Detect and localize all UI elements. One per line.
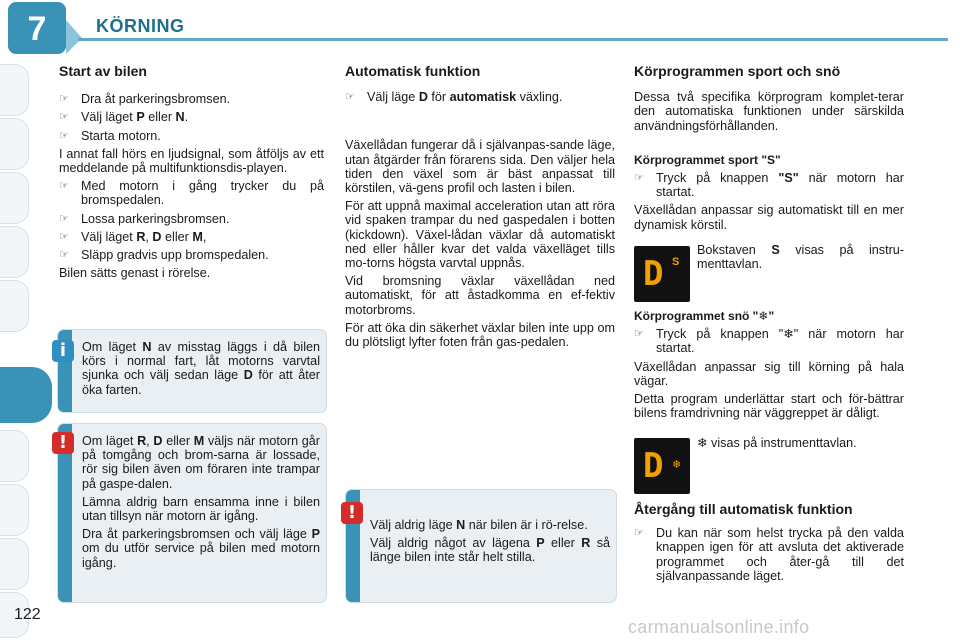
header-rule bbox=[78, 38, 948, 41]
sport-caption: Bokstaven S visas på instru-menttavlan. bbox=[697, 243, 904, 272]
watermark: carmanualsonline.info bbox=[628, 617, 810, 637]
paragraph: Välj aldrig läge N när bilen är i rö-relse. bbox=[370, 518, 588, 532]
section-heading: Start av bilen bbox=[59, 63, 147, 79]
section-heading: Körprogrammen sport och snö bbox=[634, 63, 841, 79]
chapter-number: 7 bbox=[27, 10, 47, 48]
warning-icon: ! bbox=[341, 502, 363, 524]
subheading-sport: Körprogrammet sport "S" bbox=[634, 152, 781, 167]
column-automatic bbox=[345, 64, 615, 353]
column-snow bbox=[634, 309, 904, 424]
paragraph: För att öka din säkerhet växlar bilen inte upp om du plötsligt lyfter foten från gas-pedalen. bbox=[345, 320, 615, 350]
list-item: ☞ Starta motorn. bbox=[59, 129, 324, 143]
paragraph: Om läget R, D eller M väljs när motorn går på tomgång och brom-sarna är lossade, rör sig bilen även om föraren inte trampar på gaspe-dalen. bbox=[82, 434, 321, 491]
paragraph: Växellådan anpassar sig till körning på hala vägar. bbox=[634, 359, 904, 388]
paragraph: Lämna aldrig barn ensamma inne i bilen utan tillsyn när motorn är igång. bbox=[82, 494, 320, 524]
paragraph: Dra åt parkeringsbromsen och välj läge P om du utför service på bilen med motorn igång. bbox=[82, 527, 320, 570]
side-tab bbox=[0, 118, 29, 170]
paragraph: Bilen sätts genast i rörelse. bbox=[59, 266, 211, 281]
paragraph: Detta program underlättar start och för-bättrar bilens framdrivning när väggreppet är dåligt. bbox=[634, 392, 904, 421]
info-note bbox=[58, 330, 326, 412]
snowflake-icon: ❄ bbox=[783, 326, 794, 342]
paragraph: Dessa två specifika körprogram komplet-terar den automatiska funktionen under särskilda användningsförhållanden. bbox=[634, 90, 904, 133]
snowflake-icon: ❄ bbox=[672, 458, 682, 471]
chapter-title: KÖRNING bbox=[96, 16, 185, 36]
list-item: ☞ Tryck på knappen "S" när motorn har startat. bbox=[634, 171, 904, 199]
paragraph: Växellådan anpassar sig automatiskt till en mer dynamisk körstil. bbox=[634, 203, 904, 232]
list-item: ☞ Tryck på knappen "❄" när motorn har startat. bbox=[634, 327, 904, 355]
gear-letter: D bbox=[643, 254, 664, 294]
snowflake-icon: ❄ bbox=[758, 309, 769, 323]
info-icon: i bbox=[52, 340, 74, 362]
list-item: ☞ Med motorn i gång trycker du på bromspedalen. bbox=[59, 179, 324, 207]
column-programs bbox=[634, 64, 904, 236]
section-heading: Återgång till automatisk funktion bbox=[634, 501, 853, 517]
side-tab bbox=[0, 172, 29, 224]
page-number: 122 bbox=[14, 606, 41, 623]
side-tab bbox=[0, 430, 29, 482]
side-tab bbox=[0, 64, 29, 116]
list-item: ☞ Släpp gradvis upp bromspedalen. bbox=[59, 248, 324, 262]
snow-display-image bbox=[634, 438, 690, 494]
warning-note-text bbox=[370, 518, 610, 569]
side-tab bbox=[0, 280, 29, 332]
warning-note bbox=[346, 490, 616, 602]
paragraph: Vid bromsning växlar växellådan ned automatiskt, för att åstadkomma en ef-fektiv motorbroms. bbox=[345, 274, 615, 317]
section-heading: Automatisk funktion bbox=[345, 63, 481, 79]
side-tab bbox=[0, 538, 29, 590]
warning-note bbox=[58, 424, 326, 602]
sport-display-image bbox=[634, 246, 690, 302]
list-item: ☞ Välj läge D för automatisk växling. bbox=[345, 90, 615, 104]
snow-caption: ❄ visas på instrumenttavlan. bbox=[697, 435, 857, 450]
warning-note-text bbox=[82, 434, 320, 574]
list-item: ☞ Dra åt parkeringsbromsen. bbox=[59, 92, 324, 106]
side-tab-active bbox=[0, 367, 52, 423]
subheading-snow: Körprogrammet snö "❄" bbox=[634, 309, 775, 323]
paragraph: I annat fall hörs en ljudsignal, som åtföljs av ett meddelande på multifunktionsdis-playen. bbox=[59, 146, 324, 176]
paragraph: Välj aldrig något av lägena P eller R så länge bilen inte står helt stilla. bbox=[370, 536, 610, 565]
gear-letter: D bbox=[643, 446, 664, 486]
list-item: ☞ Välj läget P eller N. bbox=[59, 110, 324, 124]
list-item: ☞ Lossa parkeringsbromsen. bbox=[59, 212, 324, 226]
snowflake-icon: ❄ bbox=[697, 435, 708, 450]
info-note-text: Om läget N av misstag läggs i då bilen körs i normal fart, låt motorns varvtal sjunka och välj sedan läge D för att åter öka farten. bbox=[82, 340, 320, 397]
list-item: ☞ Välj läget R, D eller M, bbox=[59, 230, 324, 244]
list-item: ☞ Du kan när som helst trycka på den valda knappen igen för att avsluta det aktiverade programmet och åter-gå till det självanpassande läget. bbox=[634, 526, 904, 583]
sport-mode-indicator: S bbox=[672, 256, 680, 268]
paragraph: Växellådan fungerar då i självanpas-sande läge, utan åtgärder från förarens sida. Den väljer hela tiden den växel som är bäst anpassat till körstilen, vä-gens profil och lasten i bilen. bbox=[345, 138, 615, 196]
side-tab bbox=[0, 484, 29, 536]
column-start bbox=[59, 64, 324, 284]
column-return bbox=[634, 502, 904, 587]
warning-icon: ! bbox=[52, 432, 74, 454]
paragraph: För att uppnå maximal acceleration utan att röra vid spaken trampar du ned gaspedalen i botten (kickdown). Växel-lådan växlar då automatiskt ned eller håller kvar det valda växelläget tills mo-torns högsta varvtal uppnås. bbox=[345, 199, 615, 271]
side-tab bbox=[0, 226, 29, 278]
